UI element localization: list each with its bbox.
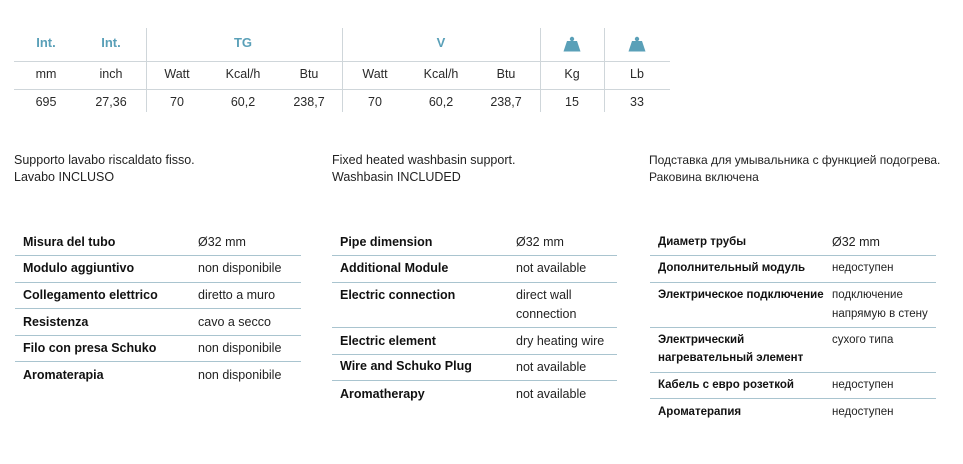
unit-tg-kcal: Kcal/h (225, 67, 261, 81)
feature-key: Электрическое подключение (658, 289, 824, 301)
value-v-kcal: 60,2 (428, 95, 454, 109)
feature-key: Диаметр трубы (658, 236, 747, 248)
feature-value: недоступен (832, 262, 894, 274)
feature-key: Кабель с евро розеткой (658, 379, 794, 391)
feature-value: non disponibile (198, 341, 282, 355)
value-kg: 15 (565, 95, 579, 109)
feature-key: Resistenza (23, 315, 89, 329)
feature-key: Aromatherapy (340, 387, 425, 401)
table-row (15, 309, 301, 336)
feature-value: подключение (832, 289, 903, 301)
unit-mm: mm (35, 67, 57, 81)
feature-key: Misura del tubo (23, 235, 116, 249)
table-row (332, 256, 617, 283)
table-row (15, 362, 301, 387)
feature-key: Pipe dimension (340, 235, 433, 249)
feature-value: dry heating wire (516, 334, 605, 348)
feature-value: not available (516, 360, 587, 374)
table-row (650, 328, 936, 373)
table-row (650, 373, 936, 399)
feature-value: non disponibile (198, 261, 282, 275)
feature-key: Электрический (658, 334, 745, 346)
feature-value: diretto a muro (198, 288, 276, 302)
feature-value: напрямую в стену (832, 308, 928, 320)
feature-value: not available (516, 387, 587, 401)
unit-kg: Kg (564, 67, 580, 81)
spec-separator (146, 28, 147, 112)
table-row (650, 229, 936, 256)
table-row (332, 283, 617, 328)
feature-key: нагревательный элемент (658, 352, 804, 364)
table-row (332, 229, 617, 256)
feature-value: Ø32 mm (516, 235, 564, 249)
feature-key: Wire and Schuko Plug (340, 359, 472, 373)
feature-key: Aromaterapia (23, 368, 104, 382)
spec-separator (604, 28, 605, 112)
spec-separator (342, 28, 343, 112)
feature-key: Filo con presa Schuko (23, 341, 157, 355)
table-row (650, 283, 936, 328)
table-row (15, 283, 301, 309)
description-line: Подставка для умывальника с функцией подогрева. (649, 153, 941, 167)
feature-value: сухого типа (832, 334, 894, 346)
value-tg-btu: 238,7 (293, 95, 325, 109)
table-row (15, 229, 301, 256)
value-tg-watt: 70 (170, 95, 184, 109)
table-row (15, 336, 301, 362)
header-int-inch: Int. (101, 35, 121, 50)
feature-value: cavo a secco (198, 315, 271, 329)
description-en (332, 152, 515, 186)
unit-lb: Lb (630, 67, 644, 81)
header-tg: TG (233, 35, 253, 50)
spec-separator (540, 28, 541, 112)
description-ru (649, 152, 940, 186)
unit-v-btu: Btu (496, 67, 516, 81)
value-v-watt: 70 (368, 95, 382, 109)
description-line: Supporto lavabo riscaldato fisso. (14, 153, 195, 167)
spec-table (0, 0, 963, 140)
description-line: Lavabo INCLUSO (14, 170, 115, 184)
feature-key: Collegamento elettrico (23, 288, 158, 302)
feature-value: недоступен (832, 379, 894, 391)
unit-inch: inch (99, 67, 123, 81)
weight-icon (563, 36, 581, 52)
header-v: V (436, 35, 446, 50)
value-lb: 33 (630, 95, 644, 109)
feature-key: Дополнительный модуль (658, 262, 806, 274)
unit-tg-btu: Btu (299, 67, 319, 81)
feature-value: direct wall (516, 288, 572, 302)
table-row (650, 256, 936, 283)
feature-value: Ø32 mm (198, 235, 246, 249)
feature-value: недоступен (832, 406, 894, 418)
description-it (14, 152, 195, 186)
unit-tg-watt: Watt (164, 67, 190, 81)
table-row (15, 256, 301, 283)
feature-key: Modulo aggiuntivo (23, 261, 135, 275)
description-line: Раковина включена (649, 170, 759, 184)
table-row (332, 381, 617, 407)
feature-key: Additional Module (340, 261, 449, 275)
unit-v-kcal: Kcal/h (423, 67, 459, 81)
value-v-btu: 238,7 (490, 95, 522, 109)
value-mm: 695 (35, 95, 57, 109)
header-int-mm: Int. (36, 35, 56, 50)
feature-key: Electric element (340, 334, 436, 348)
description-line: Washbasin INCLUDED (332, 170, 461, 184)
value-inch: 27,36 (95, 95, 127, 109)
table-row (332, 355, 617, 381)
feature-value: Ø32 mm (832, 235, 880, 249)
feature-value: connection (516, 307, 577, 321)
feature-key: Electric connection (340, 288, 456, 302)
weight-icon (628, 36, 646, 52)
feature-key: Ароматерапия (658, 406, 742, 418)
unit-v-watt: Watt (362, 67, 388, 81)
table-row (650, 399, 936, 425)
table-row (332, 328, 617, 355)
value-tg-kcal: 60,2 (230, 95, 256, 109)
description-line: Fixed heated washbasin support. (332, 153, 516, 167)
feature-value: non disponibile (198, 368, 282, 382)
feature-value: not available (516, 261, 587, 275)
